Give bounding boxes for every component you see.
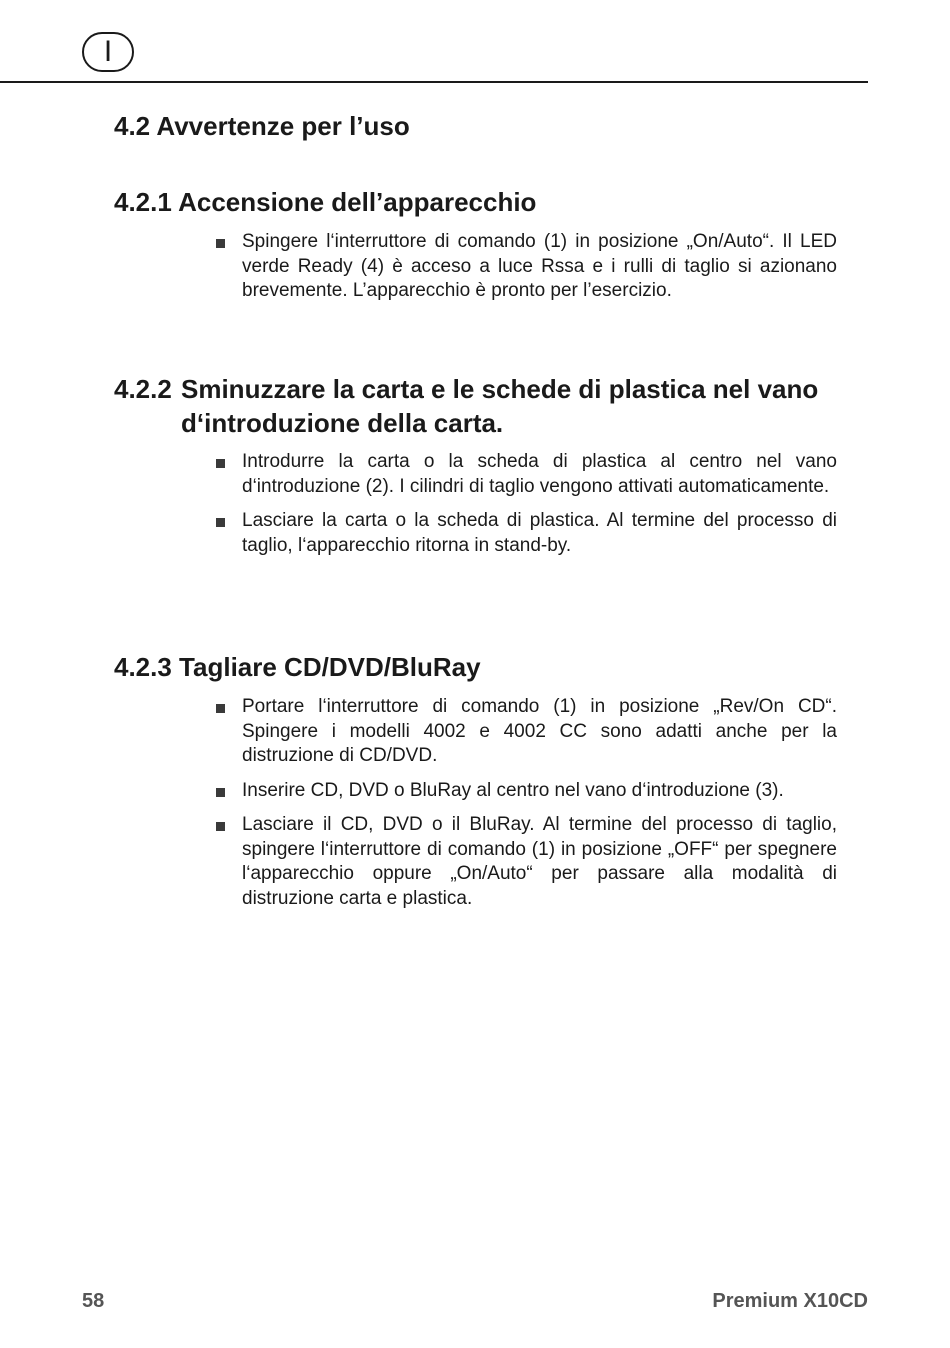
section-title-4-2: 4.2 Avvertenze per l’uso [114, 111, 410, 141]
list-item [212, 230, 837, 304]
list-item-text: Introdurre la carta o la scheda di plastica al centro nel vano d‘introduzione (2). I cilindri di taglio vengono attivati automaticamente. [242, 451, 837, 497]
list-item [212, 509, 837, 558]
bullet-list-4-2-3 [212, 695, 837, 921]
bullet-square-icon [216, 518, 225, 527]
list-item [212, 779, 837, 804]
list-item [212, 695, 837, 769]
list-item-text: Inserire CD, DVD o BluRay al centro nel vano d‘introduzione (3). [242, 779, 784, 801]
bullet-list-4-2-2 [212, 450, 837, 568]
section-title-4-2-3: 4.2.3 Tagliare CD/DVD/BluRay [114, 652, 481, 682]
language-badge: I [82, 32, 134, 72]
page-number: 58 [82, 1290, 105, 1312]
product-name: Premium X10CD [712, 1290, 868, 1312]
section-title-text: Sminuzzare la carta e le schede di plastica nel vano d‘introduzione della carta. [181, 374, 819, 438]
bullet-square-icon [216, 822, 225, 831]
list-item-text: Lasciare la carta o la scheda di plastica. Al termine del processo di taglio, l‘apparecchio ritorna in stand-by. [242, 510, 837, 556]
section-number: 4.2.2 [114, 374, 172, 404]
list-item [212, 813, 837, 911]
list-item-text: Lasciare il CD, DVD o il BluRay. Al termine del processo di taglio, spingere l‘interruttore di comando (1) in posizione „OFF“ per spegnere l‘apparecchio oppure „On/Auto“ per passare alla modalità di distruzione carta e plastica. [242, 814, 837, 909]
list-item-text: Portare l‘interruttore di comando (1) in posizione „Rev/On CD“. Spingere i modelli 4002 e 4002 CC sono adatti anche per la distruzione di CD/DVD. [242, 696, 837, 766]
header-rule [0, 81, 868, 83]
list-item-text: Spingere l‘interruttore di comando (1) in posizione „On/Auto“. Il LED verde Ready (4) è acceso a luce Rssa e i rulli di taglio si azionano brevemente. L’apparecchio è pronto per l’esercizio. [242, 231, 837, 301]
bullet-square-icon [216, 788, 225, 797]
list-item [212, 450, 837, 499]
section-title-4-2-2 [114, 372, 854, 440]
bullet-square-icon [216, 704, 225, 713]
bullet-square-icon [216, 239, 225, 248]
section-title-4-2-1: 4.2.1 Accensione dell’apparecchio [114, 187, 537, 217]
bullet-list-4-2-1 [212, 230, 837, 314]
bullet-square-icon [216, 459, 225, 468]
